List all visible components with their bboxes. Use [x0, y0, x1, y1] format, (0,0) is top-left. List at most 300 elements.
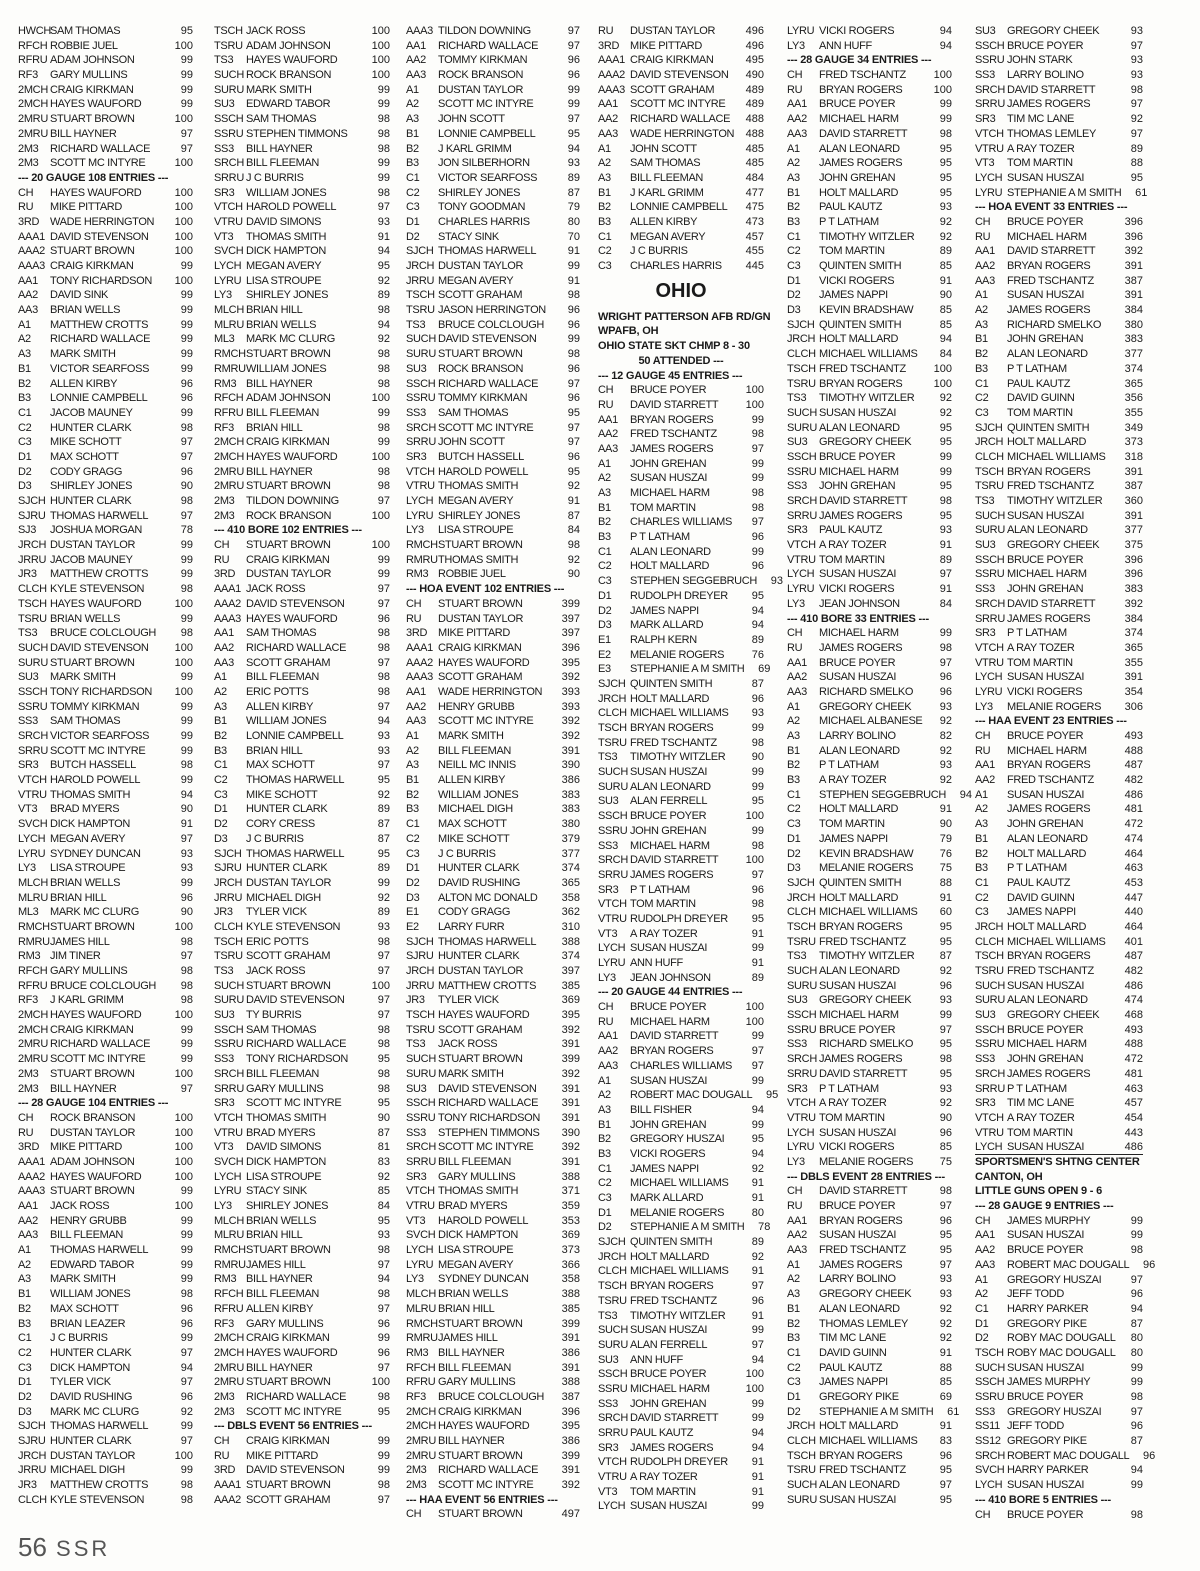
shooter-name: BRYAN ROGERS [819, 83, 903, 96]
result-row [214, 215, 390, 230]
shooter-name: BRUCE POYER [630, 384, 707, 397]
score: 97 [180, 127, 193, 140]
score: 100 [174, 39, 193, 52]
shooter-name: SCOTT MC INTYRE [438, 421, 534, 434]
shooter-name: SUSAN HUSZAI [819, 568, 897, 581]
class-code: VTCH [975, 1111, 1004, 1124]
shooter-name: MIKE SCHOTT [50, 436, 122, 449]
score: 100 [371, 25, 390, 37]
result-row [214, 1023, 390, 1038]
class-code: B2 [975, 847, 988, 860]
class-code: SUCH [214, 979, 244, 992]
score: 396 [561, 641, 580, 654]
score: 97 [180, 436, 193, 449]
result-row [598, 1118, 764, 1133]
shooter-name: VICTOR SEARFOSS [50, 362, 150, 375]
class-code: RM3 [406, 1346, 429, 1359]
score: 96 [180, 1302, 193, 1315]
results-column-4 [598, 24, 783, 1514]
score: 486 [1124, 788, 1143, 801]
score: 89 [377, 862, 390, 875]
score: 99 [751, 1500, 764, 1513]
class-code: SSCH [975, 1023, 1005, 1036]
score: 100 [174, 245, 193, 258]
shooter-name: BRYAN ROGERS [819, 920, 903, 933]
score: 100 [933, 362, 952, 375]
score: 96 [377, 1346, 390, 1359]
class-code: AA2 [598, 428, 618, 441]
score: 100 [174, 230, 193, 243]
score: 98 [567, 539, 580, 552]
score: 92 [377, 274, 390, 287]
event-header: --- 28 GAUGE 104 ENTRIES --- [18, 1097, 169, 1110]
shooter-name: DAVID STARRETT [630, 1412, 719, 1425]
shooter-name: DUSTAN TAYLOR [246, 876, 332, 889]
result-row [18, 1317, 193, 1332]
result-row [975, 171, 1143, 186]
shooter-name: RICHARD WALLACE [246, 1390, 347, 1403]
class-code: B2 [787, 759, 800, 772]
result-row [787, 802, 952, 817]
class-code: 2MCH [18, 1023, 48, 1036]
score: 83 [377, 1155, 390, 1168]
score: 98 [751, 736, 764, 749]
shooter-name: RICHARD WALLACE [50, 333, 151, 346]
result-row [975, 523, 1143, 538]
score: 97 [180, 1346, 193, 1359]
shooter-name: TIMOTHY WITZLER [819, 950, 915, 963]
class-code: JR3 [18, 568, 37, 581]
score: 99 [180, 700, 193, 713]
score: 96 [751, 883, 764, 896]
class-code: 2MCH [214, 450, 244, 463]
shooter-name: GREGORY PIKE [1007, 1435, 1087, 1448]
class-code: AAA2 [18, 245, 45, 258]
result-row [18, 1302, 193, 1317]
score: 397 [561, 612, 580, 625]
score: 93 [939, 1082, 952, 1095]
score: 98 [939, 1185, 952, 1198]
score: 85 [939, 318, 952, 331]
class-code: AA1 [406, 39, 426, 52]
score: 457 [1124, 1097, 1143, 1110]
result-row [787, 685, 952, 700]
shooter-name: JAMES ROGERS [630, 868, 714, 881]
result-row [975, 1111, 1143, 1126]
class-code: SUCH [787, 406, 817, 419]
shooter-name: GARY MULLINS [438, 1170, 516, 1183]
result-row [787, 1493, 952, 1508]
class-code: AA3 [598, 1059, 618, 1072]
result-row [975, 656, 1143, 671]
shooter-name: JAMES MURPHY [1007, 1214, 1091, 1227]
shooter-name: JAMES ROGERS [630, 1441, 714, 1454]
shooter-name: CHARLES HARRIS [630, 260, 722, 272]
result-row [406, 670, 580, 685]
shooter-name: BILL FLEEMAN [50, 1229, 124, 1242]
class-code: TSRU [787, 1464, 816, 1477]
result-row [406, 1243, 580, 1258]
result-row [598, 1426, 764, 1441]
result-row [787, 83, 952, 98]
result-row [787, 97, 952, 112]
shooter-name: BRIAN HILL [246, 744, 303, 757]
result-row [787, 964, 952, 979]
result-row [598, 515, 764, 530]
result-row [975, 1052, 1143, 1067]
score: 360 [1124, 495, 1143, 508]
class-code: SURU [598, 780, 628, 793]
shooter-name: RICHARD SMELKO [819, 685, 914, 698]
result-row [18, 567, 193, 582]
class-code: SU3 [975, 1009, 996, 1022]
shooter-name: TOMMY KIRKMAN [50, 700, 140, 713]
shooter-name: STUART BROWN [246, 1376, 331, 1389]
result-row [214, 97, 390, 112]
shooter-name: CRAIG KIRKMAN [246, 1435, 330, 1448]
result-row [214, 1463, 390, 1478]
result-row [406, 274, 580, 289]
shooter-name: HARRY PARKER [1007, 1464, 1089, 1477]
shooter-name: KYLE STEVENSON [246, 920, 341, 933]
shooter-name: QUINTEN SMITH [819, 876, 902, 889]
event-header: --- HAA EVENT 23 ENTRIES --- [975, 715, 1127, 728]
class-code: RF3 [214, 1317, 234, 1330]
score: 87 [1130, 1435, 1143, 1448]
result-row [18, 274, 193, 289]
result-row [406, 377, 580, 392]
shooter-name: BUTCH HASSELL [438, 450, 524, 463]
score: 377 [1124, 524, 1143, 537]
score: 98 [377, 1479, 390, 1492]
result-row [787, 1331, 952, 1346]
shooter-name: TYLER VICK [50, 1376, 111, 1389]
score: 383 [1124, 583, 1143, 596]
class-code: 2MRU [214, 480, 244, 493]
result-row [18, 435, 193, 450]
score: 94 [180, 788, 193, 801]
shooter-name: GARY MULLINS [438, 1376, 516, 1389]
score: 392 [561, 715, 580, 728]
class-code: A2 [598, 157, 611, 170]
shooter-name: TILDON DOWNING [438, 25, 531, 37]
class-code: SRRU [406, 436, 436, 449]
result-row [406, 979, 580, 994]
class-code: 2MRU [214, 1361, 244, 1374]
result-row [787, 274, 952, 289]
result-row [18, 1346, 193, 1361]
score: 388 [561, 935, 580, 948]
event-header: --- 410 BORE 33 ENTRIES --- [787, 612, 929, 625]
score: 91 [751, 1456, 764, 1469]
score: 61 [947, 1405, 960, 1418]
score: 485 [745, 157, 764, 170]
shooter-name: MICHAEL HARM [819, 1009, 899, 1022]
class-code: D1 [787, 832, 801, 845]
shooter-name: CRAIG KIRKMAN [246, 1332, 330, 1345]
score: 472 [1124, 818, 1143, 831]
result-row [787, 1375, 952, 1390]
score: 93 [751, 707, 764, 720]
result-row [975, 905, 1143, 920]
shooter-name: LONNIE CAMPBELL [630, 201, 728, 214]
score: 453 [1124, 876, 1143, 889]
result-row [406, 53, 580, 68]
result-row [598, 1382, 764, 1397]
result-row [18, 509, 193, 524]
result-row [787, 1082, 952, 1097]
score: 97 [751, 1338, 764, 1351]
shooter-name: BRIAN HILL [246, 421, 303, 434]
class-code: TSCH [787, 920, 816, 933]
shooter-name: TOM MARTIN [819, 1111, 885, 1124]
result-row [406, 450, 580, 465]
shooter-name: MAX SCHOTT [246, 759, 315, 772]
shooter-name: BRIAN WELLS [438, 1288, 509, 1301]
result-row [406, 1272, 580, 1287]
result-row [975, 891, 1143, 906]
class-code: C3 [214, 788, 228, 801]
shooter-name: TIM MC LANE [1007, 113, 1075, 126]
class-code: JR3 [214, 906, 233, 919]
score: 89 [939, 245, 952, 258]
result-row [214, 186, 390, 201]
score: 95 [939, 1493, 952, 1506]
result-row [214, 465, 390, 480]
result-row [406, 435, 580, 450]
result-row [598, 1015, 764, 1030]
class-code: SURU [214, 83, 244, 96]
score: 97 [180, 832, 193, 845]
class-code: VTCH [18, 774, 47, 787]
result-row [18, 553, 193, 568]
shooter-name: BILL HAYNER [50, 127, 117, 140]
class-code: E2 [406, 920, 419, 933]
shooter-name: SUSAN HUSZAI [1007, 788, 1085, 801]
shooter-name: ROBY MAC DOUGALL [1007, 1346, 1116, 1359]
class-code: E2 [598, 648, 611, 661]
result-row [406, 112, 580, 127]
result-row [975, 773, 1143, 788]
score: 94 [180, 1361, 193, 1374]
result-row [787, 1463, 952, 1478]
result-row [214, 964, 390, 979]
class-code: SU3 [598, 1353, 619, 1366]
class-code: SUCH [406, 333, 436, 346]
score: 99 [180, 54, 193, 67]
class-code: SUCH [975, 1361, 1005, 1374]
result-row [598, 545, 764, 560]
class-code: VTRU [598, 912, 627, 925]
class-code: A3 [598, 1103, 611, 1116]
score: 94 [1130, 1464, 1143, 1477]
score: 99 [939, 627, 952, 640]
class-code: VT3 [18, 803, 38, 816]
result-row [406, 832, 580, 847]
score: 98 [1130, 1244, 1143, 1257]
score: 94 [939, 39, 952, 52]
score: 80 [1130, 1332, 1143, 1345]
class-code: C2 [787, 1361, 801, 1374]
score: 94 [751, 619, 764, 632]
shooter-name: A RAY TOZER [819, 539, 887, 552]
score: 99 [377, 553, 390, 566]
page-footer [18, 1532, 110, 1563]
shooter-name: A RAY TOZER [630, 1471, 698, 1484]
score: 98 [939, 641, 952, 654]
shooter-name: DAVID STEVENSON [438, 333, 537, 346]
result-row [598, 574, 783, 589]
result-row [214, 891, 390, 906]
result-row [975, 1346, 1143, 1361]
class-code: SU3 [975, 25, 996, 37]
class-code: A1 [975, 1273, 988, 1286]
shooter-name: JAMES ROGERS [819, 157, 903, 170]
shooter-name: DUSTAN TAYLOR [438, 612, 524, 625]
shooter-name: HUNTER CLARK [50, 495, 132, 508]
class-code: B2 [214, 730, 227, 743]
score: 93 [377, 1229, 390, 1242]
class-code: SJCH [787, 318, 815, 331]
score: 91 [751, 1485, 764, 1498]
class-code: C3 [406, 847, 420, 860]
class-code: SS3 [787, 1038, 807, 1051]
result-row [18, 83, 193, 98]
class-code: AA3 [406, 69, 426, 82]
result-row [598, 1323, 764, 1338]
score: 99 [180, 1273, 193, 1286]
result-row [975, 39, 1143, 54]
class-code: JRCH [18, 539, 47, 552]
score: 91 [751, 1309, 764, 1322]
result-row [598, 530, 764, 545]
score: 99 [180, 876, 193, 889]
class-code: B1 [406, 127, 419, 140]
result-row [214, 670, 390, 685]
shooter-name: JOHN GREHAN [1007, 583, 1084, 596]
shooter-name: JAMES ROGERS [630, 442, 714, 455]
score: 358 [561, 1273, 580, 1286]
score: 383 [561, 788, 580, 801]
shooter-name: SHIRLEY JONES [246, 1200, 329, 1213]
result-row [975, 274, 1143, 289]
result-row [598, 427, 764, 442]
score: 91 [939, 891, 952, 904]
result-row [787, 435, 952, 450]
result-row [214, 377, 390, 392]
score: 380 [561, 818, 580, 831]
result-row [975, 538, 1143, 553]
result-row [214, 347, 390, 362]
class-code: B1 [787, 186, 800, 199]
result-row [18, 244, 193, 259]
shooter-name: SUSAN HUSZAI [1007, 171, 1085, 184]
result-row [406, 1317, 580, 1332]
class-code: RU [787, 1200, 803, 1213]
shooter-name: FRED TSCHANTZ [630, 428, 717, 441]
shooter-name: THOMAS SMITH [246, 1111, 327, 1124]
shooter-name: TY BURRIS [246, 1009, 302, 1022]
score: 87 [1130, 1317, 1143, 1330]
result-row [598, 398, 764, 413]
class-code: A3 [214, 700, 227, 713]
shooter-name: BILL HAYNER [438, 1346, 505, 1359]
score: 377 [1124, 348, 1143, 361]
result-row [975, 465, 1143, 480]
score: 97 [751, 516, 764, 529]
score: 391 [1124, 671, 1143, 684]
shooter-name: FRED TSCHANTZ [819, 1244, 906, 1257]
class-code: AA1 [214, 627, 234, 640]
result-row [598, 633, 764, 648]
result-row [214, 259, 390, 274]
shooter-name: STUART BROWN [50, 113, 135, 126]
class-code: TSRU [406, 1023, 435, 1036]
class-code: AAA2 [598, 69, 625, 82]
result-row [975, 479, 1143, 494]
score: 99 [377, 1435, 390, 1448]
class-code: LY3 [598, 971, 616, 984]
class-code: C2 [406, 832, 420, 845]
shooter-name: DAVID STARRETT [630, 1030, 719, 1043]
result-row [214, 1361, 390, 1376]
shooter-name: LISA STROUPE [246, 274, 322, 287]
shooter-name: J KARL GRIMM [438, 142, 512, 155]
result-row [787, 391, 952, 406]
shooter-name: BRAD MYERS [438, 1200, 508, 1213]
result-row [787, 523, 952, 538]
shooter-name: SUSAN HUSZAI [630, 1500, 708, 1513]
class-code: SUCH [598, 766, 628, 779]
shooter-name: BRAD MYERS [246, 1126, 316, 1139]
class-code: VTCH [214, 1111, 243, 1124]
class-code: C3 [787, 260, 801, 273]
class-code: D2 [787, 289, 801, 302]
result-row [214, 1096, 390, 1111]
result-row [406, 758, 580, 773]
score: 92 [939, 230, 952, 243]
score: 95 [939, 186, 952, 199]
shooter-name: BRUCE POYER [1007, 215, 1084, 228]
shooter-name: BRUCE POYER [1007, 553, 1084, 566]
shooter-name: DICK HAMPTON [246, 1155, 326, 1168]
class-code: JRCH [18, 1449, 47, 1462]
shooter-name: ROCK BRANSON [438, 69, 524, 82]
result-row [214, 538, 390, 553]
class-code: LY3 [214, 1200, 232, 1213]
shooter-name: BRIAN HILL [246, 1229, 303, 1242]
shooter-name: BRYAN ROGERS [630, 413, 714, 426]
score: 100 [745, 1001, 764, 1014]
score: 92 [377, 1170, 390, 1183]
score: 95 [939, 142, 952, 155]
class-code: A1 [406, 730, 419, 743]
result-row [406, 553, 580, 568]
result-row [975, 1243, 1143, 1258]
class-code: LY3 [214, 289, 232, 302]
shooter-name: JAMES NAPPI [819, 289, 888, 302]
result-row [214, 1258, 390, 1273]
class-code: VTRU [406, 1200, 435, 1213]
class-code: JRCH [975, 436, 1004, 449]
shooter-name: MEGAN AVERY [438, 274, 514, 287]
score: 95 [939, 436, 952, 449]
result-row [214, 1052, 390, 1067]
class-code: SVCH [214, 1155, 244, 1168]
result-row [787, 891, 952, 906]
shooter-name: RICHARD WALLACE [438, 377, 539, 390]
class-code: SS3 [975, 583, 995, 596]
